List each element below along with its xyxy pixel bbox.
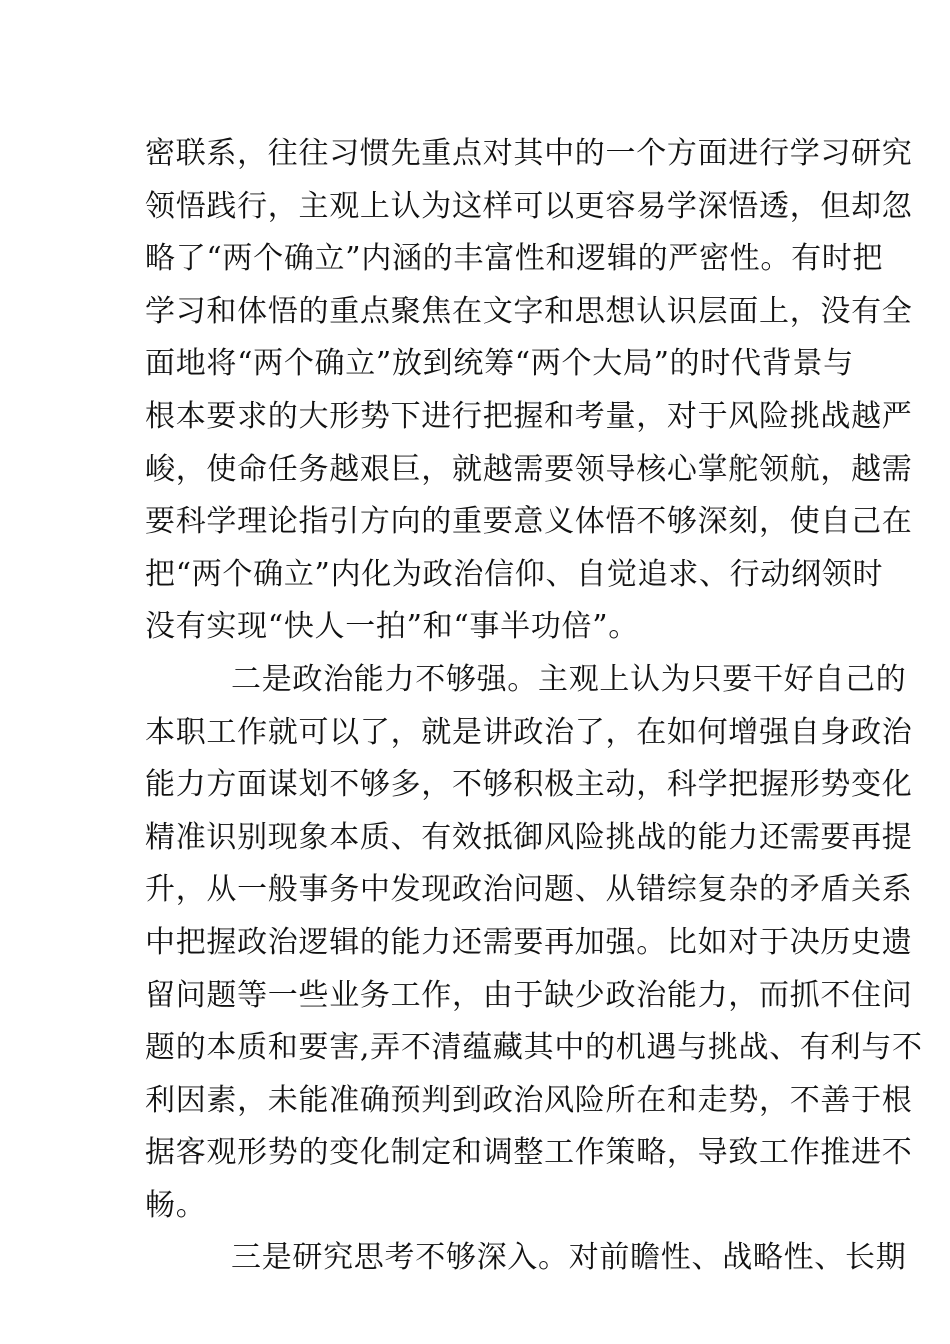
- text-line: 精准识别现象本质、有效抵御风险挑战的能力还需要再提: [145, 819, 913, 855]
- text-line: 据客观形势的变化制定和调整工作策略，导致工作推进不: [145, 1135, 913, 1171]
- text-line: 面地将“两个确立”放到统筹“两个大局”的时代背景与: [145, 346, 854, 382]
- text-line: 峻，使命任务越艰巨，就越需要领导核心掌舵领航，越需: [145, 451, 913, 487]
- text-line: 没有实现“快人一拍”和“事半功倍”。: [145, 609, 639, 645]
- text-line: 畅。: [145, 1187, 207, 1223]
- text-line: 能力方面谋划不够多，不够积极主动，科学把握形势变化: [145, 767, 913, 803]
- text-line: 留问题等一些业务工作，由于缺少政治能力，而抓不住问: [145, 977, 913, 1013]
- text-line: 领悟践行，主观上认为这样可以更容易学深悟透，但却忽: [145, 188, 913, 224]
- text-line: 利因素，未能准确预判到政治风险所在和走势，不善于根: [145, 1082, 913, 1118]
- text-line: 三是研究思考不够深入。对前瞻性、战略性、长期: [231, 1240, 907, 1276]
- text-line: 根本要求的大形势下进行把握和考量，对于风险挑战越严: [145, 398, 913, 434]
- text-line: 要科学理论指引方向的重要意义体悟不够深刻，使自己在: [145, 504, 913, 540]
- text-line: 升，从一般事务中发现政治问题、从错综复杂的矛盾关系: [145, 872, 913, 908]
- body-text: [145, 128, 923, 1285]
- text-line: 密联系，往往习惯先重点对其中的一个方面进行学习研究: [145, 136, 913, 171]
- text-line: 中把握政治逻辑的能力还需要再加强。比如对于决历史遗: [145, 924, 913, 960]
- text-line: 题的本质和要害,弄不清蕴藏其中的机遇与挑战、有利与不: [145, 1030, 923, 1066]
- text-line: 把“两个确立”内化为政治信仰、自觉追求、行动纲领时: [145, 556, 884, 592]
- text-line: 学习和体悟的重点聚焦在文字和思想认识层面上，没有全: [145, 293, 913, 329]
- text-line: 略了“两个确立”内涵的丰富性和逻辑的严密性。有时把: [145, 241, 884, 277]
- text-line: 本职工作就可以了，就是讲政治了，在如何增强自身政治: [145, 714, 913, 750]
- text-line: 二是政治能力不够强。主观上认为只要干好自己的: [231, 661, 907, 697]
